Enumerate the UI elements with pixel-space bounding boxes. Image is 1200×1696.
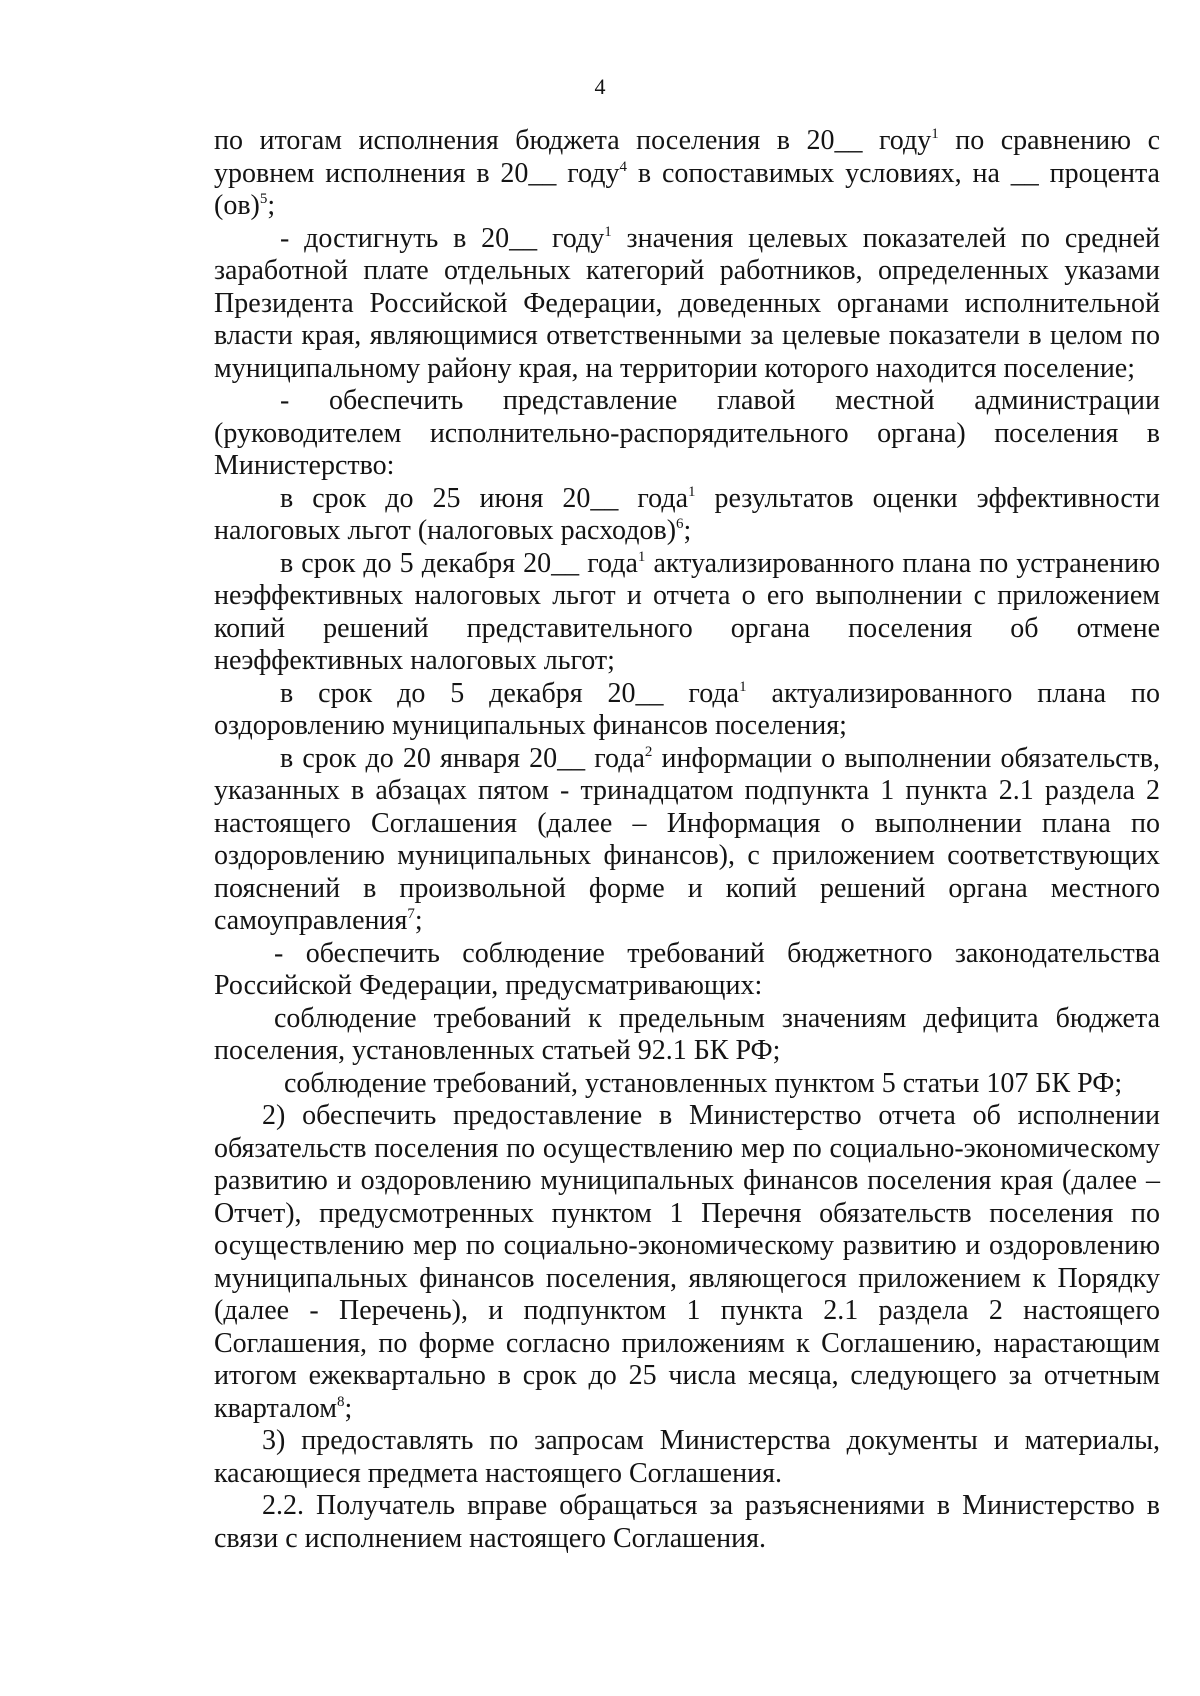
paragraph-text: соблюдение требований к предельным значениям дефицита бюджета поселения, установленных статьей 92.1 БК РФ;: [214, 1002, 1160, 1066]
paragraph-text: в сопоставимых условиях, на __ процента (ов): [214, 157, 1160, 221]
footnote-marker: 5: [259, 191, 268, 207]
paragraph: [214, 125, 1160, 223]
footnote-marker: 1: [688, 483, 696, 500]
paragraph-text: 2) обеспечить предоставление в Министерство отчета об исполнении обязательств поселения по осуществлению мер по социально-экономическому развитию и оздоровлению муниципальных финансов поселения края (далее – Отчет), предусмотренных пунктом 1 Перечня обязательств поселения по осуществлению мер по социально-экономическому развитию и оздоровлению муниципальных финансов поселения, являющегося приложением к Порядку (далее - Перечень), и подпунктом 1 пункта 2.1 раздела 2 настоящего Соглашения, по форме согласно приложениям к Соглашению, нарастающим итогом ежеквартально в срок до 25 числа месяца, следующего за отчетным кварталом: [214, 1100, 1160, 1424]
document-body: [214, 125, 1160, 1555]
paragraph-text: по сравнению с уровнем исполнения в 20__ году: [214, 125, 1160, 189]
paragraph-text: 3) предоставлять по запросам Министерства документы и материалы, касающиеся предмета настоящего Соглашения.: [214, 1425, 1160, 1489]
paragraph: [214, 678, 1160, 743]
paragraph: [214, 743, 1160, 938]
paragraph: [214, 483, 1160, 548]
paragraph-text: в срок до 25 июня 20__ года: [280, 482, 689, 514]
paragraph-text: - обеспечить представление главой местной администрации (руководителем исполнительно-распорядительного органа) поселения в Министерство:: [214, 385, 1160, 481]
paragraph-text: результатов оценки эффективности налоговых льгот (налоговых расходов): [214, 482, 1161, 546]
paragraph-text: в срок до 5 декабря 20__ года: [280, 547, 638, 579]
paragraph: [214, 223, 1160, 386]
paragraph-text: в срок до 5 декабря 20__ года: [280, 677, 740, 709]
paragraph-text: в срок до 20 января 20__ года: [280, 742, 645, 774]
footnote-marker: 1: [604, 223, 612, 240]
paragraph: [214, 1068, 1160, 1101]
paragraph-text: по итогам исполнения бюджета поселения в 20__ году: [214, 125, 932, 156]
paragraph-text: значения целевых показателей по средней заработной плате отдельных категорий работников, определенных указами Президента Российской Федерации, доведенных органами исполнительной власти края, являющимися ответственными за целевые показатели в целом по муниципальному району края, на территории которого находится поселение;: [214, 222, 1161, 384]
footnote-marker: 4: [619, 158, 628, 175]
paragraph: [214, 548, 1160, 678]
footnote-marker: 1: [637, 548, 646, 565]
paragraph: [214, 1425, 1160, 1490]
paragraph-text: ;: [683, 515, 692, 546]
paragraph-text: 2.2. Получатель вправе обращаться за разъяснениями в Министерство в связи с исполнением настоящего Соглашения.: [214, 1490, 1160, 1554]
paragraph-text: актуализированного плана по устранению неэффективных налоговых льгот и отчета о его выполнении с приложением копий решений представительного органа поселения об отмене неэффективных налоговых льгот;: [214, 547, 1160, 676]
paragraph-text: информации о выполнении обязательств, указанных в абзацах пятом - тринадцатом подпункта 1 пункта 2.1 раздела 2 настоящего Соглашения (далее – Информация о выполнении плана по оздоровлению муниципальных финансов), с приложением соответствующих пояснений в произвольной форме и копий решений органа местного самоуправления: [214, 742, 1160, 936]
footnote-marker: 6: [676, 516, 684, 532]
footnote-marker: 2: [644, 743, 653, 760]
footnote-marker: 1: [739, 678, 747, 695]
paragraph: [214, 1490, 1160, 1555]
paragraph: [214, 385, 1160, 483]
footnote-marker: 1: [931, 126, 939, 142]
paragraph-text: ;: [414, 905, 423, 936]
footnote-marker: 8: [336, 1393, 345, 1410]
paragraph-text: - достигнуть в 20__ году: [280, 222, 605, 254]
paragraph-text: актуализированного плана по оздоровлению муниципальных финансов поселения;: [214, 677, 1161, 741]
footnote-marker: 7: [407, 906, 415, 922]
paragraph: [214, 1003, 1160, 1068]
paragraph-text: ;: [344, 1392, 353, 1424]
paragraph: [214, 938, 1160, 1003]
page-number: 4: [594, 74, 606, 99]
paragraph: [214, 1100, 1160, 1425]
paragraph-text: соблюдение требований, установленных пунктом 5 статьи 107 БК РФ;: [284, 1067, 1123, 1099]
paragraph-text: ;: [267, 190, 276, 221]
paragraph-text: - обеспечить соблюдение требований бюджетного законодательства Российской Федерации, предусматривающих:: [214, 937, 1160, 1001]
